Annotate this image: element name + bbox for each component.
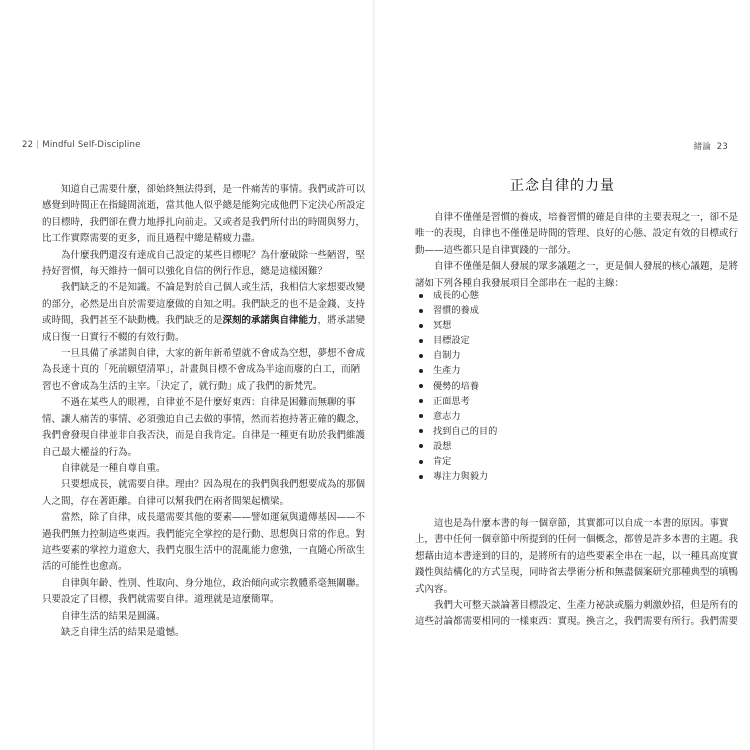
bullet-item — [419, 363, 497, 378]
bullet-label: 習慣的養成 — [433, 305, 479, 317]
bullet-label: 意志力 — [433, 410, 461, 422]
bullet-dot-icon — [419, 369, 423, 373]
text-line: 的目標時，我們卻在費力地掙扎向前走。又或者是我們所付出的時間與努力， — [42, 216, 366, 228]
text-line: 為長達十頁的「死前願望清單」，計畫與目標不會成為半途而廢的白工，而陋 — [42, 364, 361, 376]
bullet-label: 肯定 — [433, 456, 452, 468]
right-outro-text — [415, 516, 739, 631]
left-running-head — [22, 140, 141, 150]
text-line: 自律不僅僅是個人發展的眾多議題之一，更是個人發展的核心議題，是將 — [415, 261, 739, 273]
bullet-item — [419, 333, 497, 348]
paragraph — [42, 510, 366, 576]
bullet-dot-icon — [419, 399, 423, 403]
text-line: 的部分，必然是出自於需要這麼做的自知之明。我們缺乏的也不是金錢、支持 — [42, 298, 366, 310]
text-line: 想藉由這本書達到的目的，是將所有的這些要素全串在一起，以一種具高度實 — [415, 550, 739, 562]
text-line: 感覺到時間正在指縫間流逝，當其他人似乎總是能夠完成他們下定決心所設定 — [42, 200, 366, 212]
text-line: 自律與年齡、性別、性取向、身分地位，政治傾向或宗教體系毫無關聯。 — [42, 577, 366, 589]
text-line: 比工作實際需要的更多，而且過程中總是精疲力盡。 — [42, 233, 261, 245]
paragraph — [415, 516, 739, 598]
bullet-label: 成長的心態 — [433, 290, 479, 301]
text-line: 為什麼我們還沒有達成自己設定的某些目標呢？為什麼破除一些陋習，堅 — [42, 249, 366, 261]
bullet-dot-icon — [419, 429, 423, 433]
text-line: 知道自己需要什麼，卻始終無法得到，是一件痛苦的事情。我們或許可以 — [42, 184, 366, 195]
paragraph — [42, 248, 366, 281]
running-head-separator: | — [36, 140, 40, 150]
text-line: 當然，除了自律，成長還需要其他的要素——譬如運氣與遺傳基因——不 — [42, 512, 366, 524]
text-line: 我們缺乏的不是知識。不論是對於自己個人或生活，我相信大家想要改變 — [42, 282, 366, 294]
paragraph — [415, 210, 739, 259]
right-intro-text — [415, 210, 739, 292]
text-line: 活的可能性也愈高。 — [42, 561, 128, 573]
paragraph — [42, 609, 332, 625]
bullet-item — [419, 409, 497, 424]
bullet-label: 設想 — [433, 440, 452, 452]
topic-bullet-list — [419, 288, 497, 484]
paragraph — [42, 576, 366, 609]
bullet-item — [419, 454, 497, 469]
right-page-number: 23 — [716, 142, 728, 152]
bullet-label: 正面思考 — [433, 395, 470, 407]
text-line: 唯一的表現，自律也不僅僅是時間的管理、良好的心態、設定有效的目標或行 — [415, 228, 739, 240]
text-line: 成日復一日實行不輟的有效行動。 — [42, 331, 185, 343]
text-line: 一旦具備了承諾與自律，大家的新年新希望就不會成為空想，夢想不會成 — [42, 348, 366, 360]
right-page — [375, 0, 750, 750]
bullet-item — [419, 288, 497, 303]
bullet-dot-icon — [419, 309, 423, 313]
bullet-item — [419, 469, 497, 484]
bullet-item — [419, 348, 497, 363]
paragraph — [42, 280, 366, 346]
bullet-item — [419, 424, 497, 439]
left-page-number: 22 — [22, 140, 34, 150]
text-line: 上，書中任何一個章節中所提到的任何一個概念，都曾是許多本書的主題。我 — [415, 534, 739, 546]
paragraph — [42, 346, 366, 395]
emphasis-text: 深刻的承諾與自律能力 — [222, 315, 318, 327]
bullet-item — [419, 439, 497, 454]
text-line: 情、讓人痛苦的事情、必須強迫自己去做的事情，然而若抱持著正確的觀念， — [42, 413, 366, 425]
text-line: 人之間，存在著距離。自律可以幫我們在兩者間架起橋梁。 — [42, 495, 290, 507]
text-line: 這也是為什麼本書的每一個章節，其實都可以自成一本書的原因。事實 — [415, 518, 729, 529]
text-line: 這些討論都需要相同的一樣東西：實現。換言之，我們需要有所行。我們需要 — [415, 616, 739, 628]
text-line: 自己最大權益的行為。 — [42, 446, 138, 458]
text-line: 諸如下列各種自我發展項目全部串在一起的主線： — [415, 277, 625, 289]
text-line: 或時間，我們甚至不缺動機。我們缺乏的是深刻的承諾與自律能力，將承諾變 — [42, 315, 366, 327]
bullet-item — [419, 303, 497, 318]
paragraph — [42, 625, 332, 641]
bullet-dot-icon — [419, 324, 423, 328]
right-running-head — [694, 140, 728, 152]
bullet-label: 目標設定 — [433, 335, 470, 347]
text-line: 只要想成長，就需要自律。理由？因為現在的我們與我們想要成為的那個 — [42, 479, 366, 491]
text-line: 自律生活的結果是圓滿。 — [42, 610, 166, 622]
bullet-label: 生產力 — [433, 365, 461, 377]
text-line: 動——這些都只是自律實踐的一部分。 — [415, 244, 577, 256]
text-line: 只要設定了目標，我們就需要自律。道理就是這麼簡單。 — [42, 594, 280, 606]
chapter-title: 正念自律的力量 — [510, 178, 615, 194]
bullet-item — [419, 379, 497, 394]
paragraph — [42, 395, 366, 461]
text-line: 這些要素的掌控力道愈大，我們克服生活中的混亂能力愈強，一直隨心所欲生 — [42, 544, 366, 556]
paragraph — [415, 598, 739, 631]
bullet-dot-icon — [419, 460, 423, 464]
bullet-label: 專注力與毅力 — [433, 471, 489, 483]
bullet-dot-icon — [419, 414, 423, 418]
text-line: 不過在某些人的眼裡，自律並不是什麼好東西：自律是困難而無聊的事 — [42, 397, 356, 409]
paragraph — [42, 182, 366, 248]
bullet-dot-icon — [419, 339, 423, 343]
bullet-dot-icon — [419, 354, 423, 358]
text-line: 自律就是一種自尊自重。 — [42, 462, 166, 474]
text-line: 自律不僅僅是習慣的養成，培養習慣的確是自律的主要表現之一，卻不是 — [415, 212, 739, 223]
left-body-text — [42, 182, 366, 641]
bullet-label: 優勢的培養 — [433, 380, 479, 392]
bullet-dot-icon — [419, 444, 423, 448]
bullet-label: 找到自己的目的 — [433, 425, 498, 437]
bullet-dot-icon — [419, 294, 423, 298]
bullet-label: 自制力 — [433, 350, 461, 362]
text-line: 持好習慣，每天維持一個可以強化自信的例行作息，總是這樣困難？ — [42, 266, 328, 278]
bullet-item — [419, 394, 497, 409]
text-line: 習也不會成為生活的主宰。「決定了，就行動」成了我們的新梵咒。 — [42, 380, 323, 392]
bullet-label: 冥想 — [433, 320, 452, 332]
paragraph — [42, 477, 366, 510]
text-line: 我們大可整天談論著目標設定、生產力祕訣或腦力刺激妙招，但是所有的 — [415, 600, 739, 612]
text-line: 過我們無力控制這些東西。我們能完全掌控的是行動、思想與日常的作息。對 — [42, 528, 366, 540]
text-line: 踐性與結構化的方式呈現，同時省去學術分析和無盡個案研究那種典型的填鴨 — [415, 567, 739, 579]
paragraph — [42, 461, 332, 477]
text-line: 我們會發現自律並非自我否決，而是自我肯定。自律是一種更有助於我們維護 — [42, 430, 366, 442]
bullet-dot-icon — [419, 475, 423, 479]
section-label: 緒論 — [693, 142, 711, 152]
text-line: 式內容。 — [415, 583, 454, 595]
text-line: 缺乏自律生活的結果是遺憾。 — [42, 626, 185, 638]
book-title: Mindful Self-Discipline — [42, 140, 141, 150]
bullet-item — [419, 318, 497, 333]
bullet-dot-icon — [419, 384, 423, 388]
